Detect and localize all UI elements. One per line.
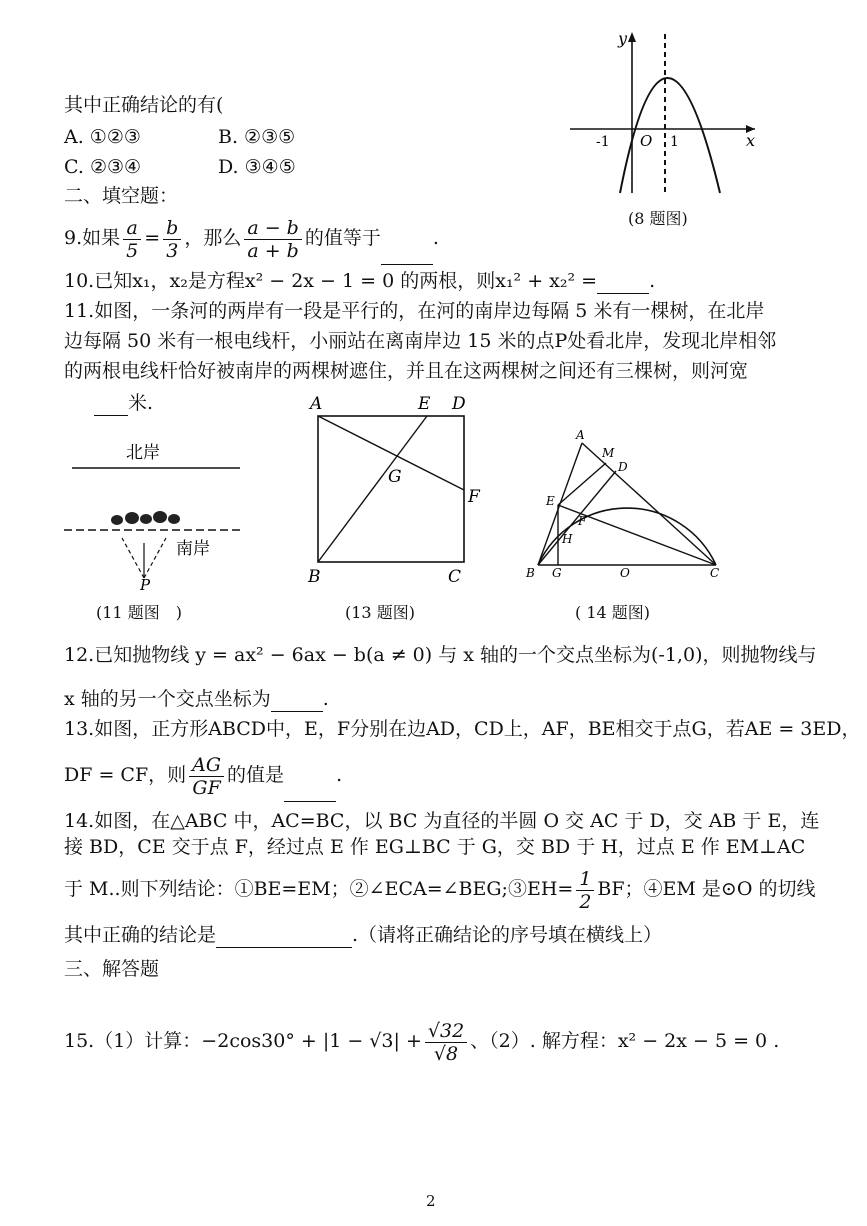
q9-tail: 的值等于 bbox=[304, 227, 381, 249]
figure-13-square bbox=[300, 390, 500, 590]
q14-line-3 bbox=[64, 862, 815, 916]
q9-equals: = bbox=[144, 227, 161, 249]
q14-line-1: 14.如图，在△ABC 中，AC=BC，以 BC 为直径的半圆 O 交 AC 于 D，交 AB 于 E，连 bbox=[64, 810, 820, 832]
q8-option-c: C. ②③④ bbox=[64, 156, 142, 178]
q15-f-num: √32 bbox=[425, 1020, 467, 1043]
fig13-label-a: A bbox=[310, 394, 323, 414]
fig8-one-label: 1 bbox=[670, 134, 679, 150]
q9-f1-den: 5 bbox=[126, 239, 139, 262]
q14-line-2: 接 BD，CE 交于点 F，经过点 E 作 EG⊥BC 于 G，交 BD 于 H，过点 E 作 EM⊥AC bbox=[64, 836, 806, 858]
q12-line-2: x 轴的另一个交点坐标为 . bbox=[64, 688, 329, 710]
q15-f-den: √8 bbox=[433, 1042, 459, 1065]
fig14-label-b: B bbox=[526, 566, 535, 580]
q11-line-3: 的两根电线杆恰好被南岸的两棵树遮住，并且在这两棵树之间还有三棵树，则河宽 bbox=[64, 360, 749, 382]
q13-f-den: GF bbox=[192, 776, 221, 799]
q9-fraction-ratio bbox=[244, 217, 302, 262]
q14-text-c: 其中正确的结论是 bbox=[64, 924, 217, 946]
q10-text: 10.已知x₁，x₂是方程x² − 2x − 1 = 0 的两根，则x₁² + x₂² = bbox=[64, 270, 598, 292]
q15-fraction bbox=[425, 1020, 467, 1065]
q12-text: x 轴的另一个交点坐标为 bbox=[64, 688, 271, 710]
fig14-label-o: O bbox=[620, 566, 630, 580]
fig14-label-f: F bbox=[578, 514, 587, 528]
q9-line: 9.如果 $\frac{a}{5}$ = $\frac{b}{3}$ ，那么 $\frac{a - b}{a + b}$ 的值等于 . bbox=[64, 211, 439, 265]
page-number: 2 bbox=[426, 1192, 436, 1210]
q8-option-a: A. ①②③ bbox=[64, 126, 141, 148]
q14-text-b: BF；④EM 是⊙O 的切线 bbox=[597, 878, 816, 900]
q15-part-b: 、（2）. 解方程：x² − 2x − 5 = 0 . bbox=[470, 1030, 780, 1052]
q13-text-a: DF = CF，则 bbox=[64, 764, 187, 786]
fig8-x-label: x bbox=[746, 131, 756, 150]
q9-prefix: 9.如果 bbox=[64, 227, 121, 249]
fig14-caption: ( 14 题图) bbox=[575, 603, 651, 622]
fig11-south-label: 南岸 bbox=[176, 539, 210, 559]
q9-f1-num: a bbox=[123, 217, 141, 240]
fig11-point-p: P bbox=[140, 576, 151, 593]
fig8-caption: (8 题图) bbox=[628, 209, 688, 228]
fig13-label-g: G bbox=[388, 467, 402, 487]
q9-f2-den: 3 bbox=[166, 239, 179, 262]
fig14-label-c: C bbox=[710, 566, 720, 580]
q9-fraction-b3 bbox=[163, 217, 181, 262]
q13-text-b: 的值是 bbox=[227, 764, 285, 786]
q9-f3-num: a − b bbox=[244, 217, 302, 240]
q8-option-d: D. ③④⑤ bbox=[218, 156, 296, 178]
section-3-heading: 三、解答题 bbox=[64, 958, 160, 980]
q11-line-1: 11.如图，一条河的两岸有一段是平行的，在河的南岸边每隔 5 米有一棵树，在北岸 bbox=[64, 300, 765, 322]
q13-line-2: DF = CF，则 $\frac{AG}{GF}$ 的值是 . bbox=[64, 748, 342, 802]
fig14-label-e: E bbox=[546, 494, 555, 508]
fig13-label-d: D bbox=[452, 394, 466, 414]
section-2-heading: 二、填空题： bbox=[64, 185, 179, 207]
q8-prompt: 其中正确结论的有( bbox=[64, 94, 224, 116]
q14-fraction-half bbox=[576, 868, 594, 913]
fig14-label-m: M bbox=[602, 446, 615, 460]
fig13-label-b: B bbox=[308, 567, 321, 587]
fig13-label-f: F bbox=[468, 487, 480, 507]
fig8-origin-label: O bbox=[640, 132, 653, 150]
q11-line-4 bbox=[64, 390, 153, 416]
q14-line-4 bbox=[64, 922, 662, 948]
q13-line-1: 13.如图，正方形ABCD中，E，F分别在边AD，CD上，AF，BE相交于点G，若AE = 3ED， bbox=[64, 718, 861, 740]
fig11-north-label: 北岸 bbox=[126, 443, 160, 463]
fig8-y-label: y bbox=[618, 29, 628, 48]
q14-text-d: .（请将正确结论的序号填在横线上） bbox=[352, 924, 663, 946]
q9-answer-blank[interactable] bbox=[381, 244, 433, 265]
q11-answer-blank[interactable] bbox=[94, 395, 128, 416]
q8-option-b: B. ②③⑤ bbox=[218, 126, 296, 148]
q9-f2-num: b bbox=[163, 217, 181, 240]
q10-line: 10.已知x₁，x₂是方程x² − 2x − 1 = 0 的两根，则x₁² + x₂² = . bbox=[64, 270, 656, 292]
fig14-label-a: A bbox=[576, 428, 585, 442]
q9-mid: ，那么 bbox=[184, 227, 242, 249]
fig8-minus-one-label: -1 bbox=[596, 134, 610, 150]
fig13-label-e: E bbox=[418, 394, 431, 414]
q9-fraction-a5 bbox=[123, 217, 141, 262]
q11-line-2: 边每隔 50 米有一根电线杆，小丽站在离南岸边 15 米的点P处看北岸，发现北岸相邻 bbox=[64, 330, 777, 352]
fig13-label-c: C bbox=[448, 567, 462, 587]
q9-f3-den: a + b bbox=[247, 239, 299, 262]
q13-fraction bbox=[189, 754, 224, 799]
fig14-label-h: H bbox=[562, 532, 573, 546]
figure-14-semicircle bbox=[520, 425, 735, 585]
q15-line bbox=[64, 1014, 779, 1068]
q10-answer-blank[interactable] bbox=[597, 273, 649, 294]
q14-f-den: 2 bbox=[579, 890, 592, 913]
fig14-label-d: D bbox=[618, 460, 628, 474]
figure-11-river bbox=[62, 438, 252, 593]
q11-unit: 米. bbox=[128, 392, 154, 414]
q14-answer-blank[interactable] bbox=[216, 927, 352, 948]
q12-line-1: 12.已知抛物线 y = ax² − 6ax − b(a ≠ 0) 与 x 轴的一个交点坐标为(-1,0)，则抛物线与 bbox=[64, 644, 817, 666]
fig11-caption: (11 题图 ) bbox=[96, 603, 182, 622]
q14-text-a: 于 M..则下列结论：①BE=EM；②∠ECA=∠BEG;③EH= bbox=[64, 878, 574, 900]
q15-part-a: 15.（1）计算：−2cos30° + |1 − √3| + bbox=[64, 1030, 422, 1052]
q12-answer-blank[interactable] bbox=[271, 691, 323, 712]
q13-f-num: AG bbox=[189, 754, 224, 777]
figure-8-parabola bbox=[560, 28, 765, 198]
fig13-caption: (13 题图) bbox=[345, 603, 415, 622]
fig14-label-g: G bbox=[552, 566, 562, 580]
q14-f-num: 1 bbox=[576, 868, 594, 891]
q13-answer-blank[interactable] bbox=[284, 781, 336, 802]
